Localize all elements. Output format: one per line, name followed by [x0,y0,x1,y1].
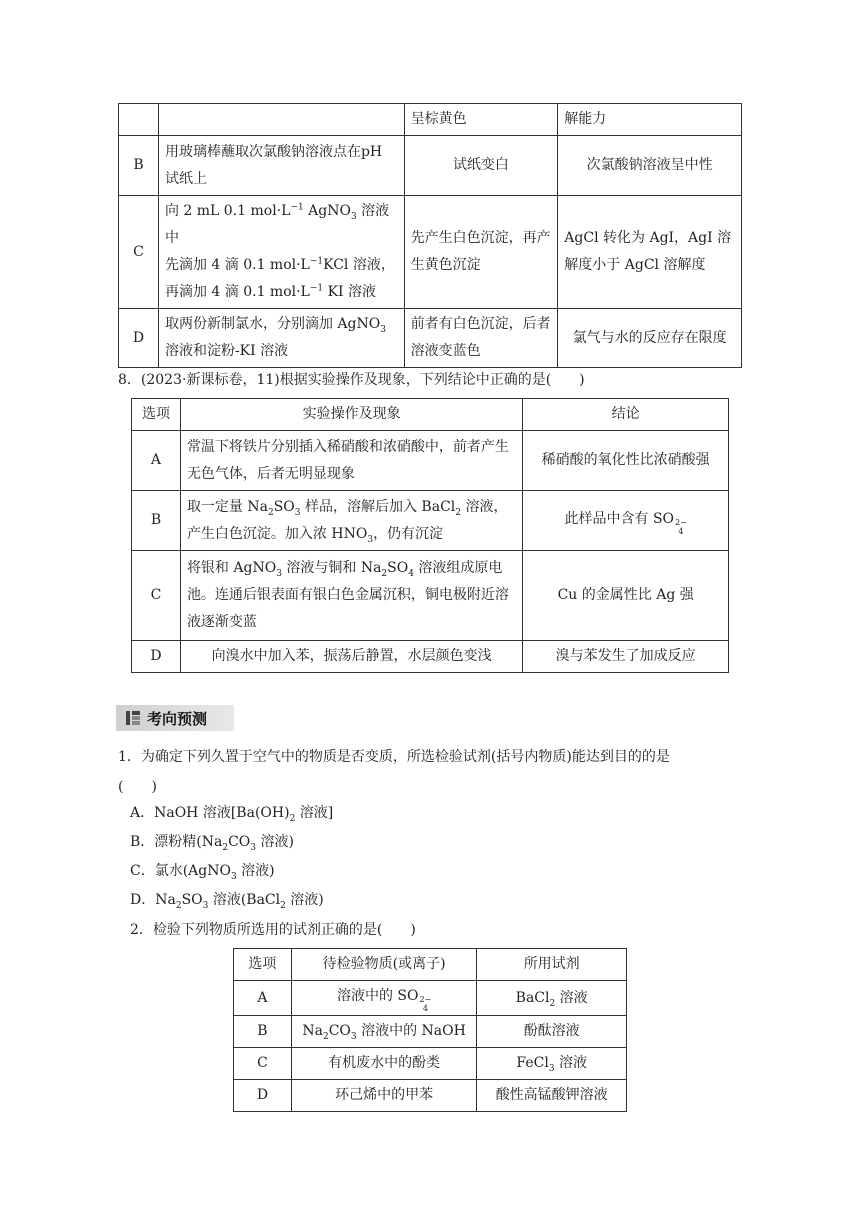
question-1-stem: 1．为确定下列久置于空气中的物质是否变质，所选检验试剂(括号内物质)能达到目的的是 [118,749,670,765]
option-cell: D [132,641,181,673]
text: B．漂粉精(Na [130,834,223,850]
text: Na [302,1023,323,1039]
option-cell: A [234,981,292,1016]
operation-cell: 用玻璃棒蘸取次氯酸钠溶液点在pH 试纸上 [158,136,404,196]
text: 溶液组成原电 [413,560,503,576]
text: −1 [309,283,324,294]
operation-cell [180,491,522,551]
header-cell: 待检验物质(或离子) [291,949,477,981]
operation-cell [180,551,522,641]
conclusion-cell: 氯气与水的反应存在限度 [558,309,742,368]
option-cell [119,104,159,136]
text: 溶液和淀粉-KI 溶液 [164,343,289,359]
option-cell: B [119,136,159,196]
question-1-option-d [130,890,324,910]
text: 溶液] [295,805,334,821]
text: 2− [419,995,432,1004]
text: 3 [367,534,374,545]
question-1-option-b [130,832,294,852]
text: 2 [381,568,388,579]
ion-charge [418,983,431,1013]
question-1-stem-paren: ( ) [118,779,157,795]
text: 3 [294,507,301,518]
text: 3 [202,900,209,911]
question-2-stem: 2．检验下列物质所选用的试剂正确的是( ) [130,922,416,938]
text: C．氯水(AgNO [130,863,231,879]
phenomenon-cell: 前者有白色沉淀，后者溶液变蓝色 [404,309,558,368]
text: 溶液) [256,834,294,850]
conclusion-cell: 溴与苯发生了加成反应 [523,641,729,673]
text: 2− [675,517,687,527]
table-question-8 [131,398,729,673]
operation-cell [158,309,404,368]
text: SO [181,892,203,908]
text: 溶液) [236,863,275,879]
text: 2 [267,507,274,518]
table-previous-question [118,103,742,368]
text: SO [273,498,295,515]
text: 3 [350,211,357,222]
reagent-cell: 酸性高锰酸钾溶液 [477,1080,627,1112]
option-cell: B [234,1016,292,1048]
text: 溶液， [461,498,508,515]
text: 3 [250,842,257,853]
text: 4 [408,568,414,579]
text: −1 [309,256,324,267]
option-cell: D [234,1080,292,1112]
text: KCl 溶液， [323,257,395,273]
conclusion-cell: Cu 的金属性比 Ag 强 [523,551,729,641]
text: 将银和 AgNO [186,560,277,576]
text: 溶液中的 SO [336,988,419,1004]
text: 2 [455,507,461,518]
text: 溶液与铜和 Na [281,560,382,576]
operation-cell: 向溴水中加入苯，振荡后静置，水层颜色变浅 [180,641,522,673]
table-row [119,196,742,309]
conclusion-cell: 次氯酸钠溶液呈中性 [558,136,742,196]
conclusion-cell [523,491,729,551]
table-row [119,136,742,196]
substance-cell: 有机废水中的酚类 [291,1048,477,1080]
text: 2 [175,900,182,911]
reagent-cell [477,1048,627,1080]
section-title: 考向预测 [147,709,208,728]
phenomenon-cell: 试纸变白 [404,136,558,196]
substance-cell: 环己烯中的甲苯 [291,1080,477,1112]
text: 3 [230,871,237,882]
option-cell: C [234,1048,292,1080]
reagent-cell [477,981,627,1016]
text: 3 [548,1063,555,1074]
text: 2 [222,842,229,853]
table-row [234,981,627,1016]
text: 池。连通后银表面有银白色金属沉积，铜电极附近溶液逐渐变蓝 [186,587,509,630]
text: KI 溶液 [323,284,377,300]
conclusion-cell: 解能力 [558,104,742,136]
table-header-row [234,949,627,981]
text: D．Na [130,892,176,908]
text: ，仍有沉淀 [373,525,444,542]
text: CO [228,834,251,850]
table-row [234,1048,627,1080]
table-header-row [132,399,729,431]
header-cell: 选项 [234,949,292,981]
text: FeCl [516,1055,549,1071]
table-question-2 [233,948,627,1112]
text: 4 [422,1004,428,1013]
header-cell: 实验操作及现象 [180,399,522,431]
text: 再滴加 4 滴 0.1 mol·L [164,284,310,300]
operation-cell [158,104,404,136]
text: 溶液中 [164,203,390,246]
text: 溶液(BaCl [208,892,281,908]
text: 向 2 mL 0.1 mol·L [164,203,291,219]
text: 3 [350,1031,357,1042]
text: 取一定量 Na [186,498,268,515]
operation-cell: 常温下将铁片分别插入稀硝酸和浓硝酸中，前者产生无色气体，后者无明显现象 [180,431,522,491]
text: BaCl [515,989,550,1006]
table-row [132,491,729,551]
question-8-stem: 8．(2023·新课标卷，11)根据实验操作及现象，下列结论中正确的是( ) [118,372,585,388]
option-cell: C [132,551,181,641]
table-row [119,104,742,136]
text: 4 [678,526,684,536]
text: SO [387,560,409,576]
text: 2 [280,900,286,911]
text: 3 [276,568,282,579]
table-row [119,309,742,368]
conclusion-cell: 稀硝酸的氧化性比浓硝酸强 [523,431,729,491]
table-row [234,1016,627,1048]
text: 溶液 [555,989,588,1006]
question-1-option-c [130,861,275,881]
option-cell: A [132,431,181,491]
table-row [132,431,729,491]
header-cell: 结论 [523,399,729,431]
phenomenon-cell: 呈棕黄色 [404,104,558,136]
table-row [132,641,729,673]
substance-cell [291,981,477,1016]
text: −1 [290,202,304,213]
text: A．NaOH 溶液[Ba(OH) [130,805,290,821]
text: 2 [289,813,296,824]
phenomenon-cell: 先产生白色沉淀，再产生黄色沉淀 [404,196,558,309]
text: 3 [380,324,386,335]
question-1-option-a [130,803,333,823]
table-row [132,551,729,641]
text: 溶液中的 NaOH [356,1023,466,1039]
ion-charge [674,506,687,536]
text: 先滴加 4 滴 0.1 mol·L [164,257,310,273]
text: 2 [322,1031,329,1042]
text: 溶液 [554,1055,587,1071]
table-row [234,1080,627,1112]
reagent-cell: 酚酞溶液 [477,1016,627,1048]
text: 取两份新制氯水，分别滴加 AgNO [164,316,381,332]
text: 溶液) [285,892,324,908]
header-cell: 选项 [132,399,181,431]
text: 样品，溶解后加入 BaCl [300,498,456,515]
operation-cell [158,196,404,309]
section-icon [126,711,140,725]
text: 产生白色沉淀。加入浓 HNO [186,525,368,542]
option-cell: B [132,491,181,551]
text: 2 [549,998,556,1009]
section-header [116,705,234,731]
conclusion-cell: AgCl 转化为 AgI，AgI 溶解度小于 AgCl 溶解度 [558,196,742,309]
header-cell: 所用试剂 [477,949,627,981]
text: CO [328,1023,351,1039]
option-cell: D [119,309,159,368]
substance-cell [291,1016,477,1048]
text: 此样品中含有 SO [564,510,675,527]
text: AgNO [303,203,351,219]
option-cell: C [119,196,159,309]
